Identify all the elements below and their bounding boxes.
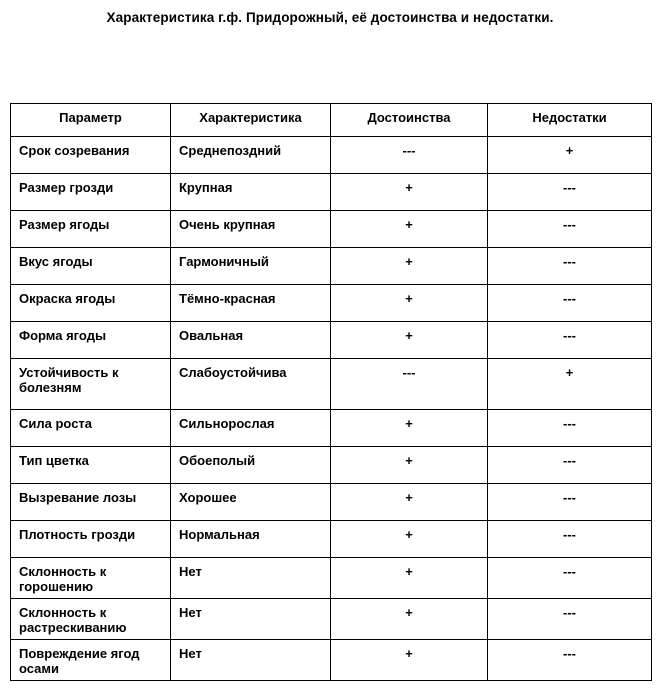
cell-characteristic: Нет [171, 640, 331, 681]
cell-parameter: Вызревание лозы [11, 484, 171, 521]
table-row [11, 447, 652, 484]
page-title: Характеристика г.ф. Придорожный, её достоинства и недостатки. [106, 10, 554, 25]
cell-characteristic: Хорошее [171, 484, 331, 521]
cell-advantage: --- [331, 359, 488, 410]
table-row [11, 285, 652, 322]
characteristics-table [10, 103, 652, 681]
table-row [11, 521, 652, 558]
cell-parameter: Склонность к растрескиванию [11, 599, 171, 640]
cell-disadvantage: --- [488, 599, 652, 640]
table-row [11, 484, 652, 521]
table-row [11, 359, 652, 410]
table-row [11, 322, 652, 359]
cell-characteristic: Овальная [171, 322, 331, 359]
column-header-advantages: Достоинства [331, 104, 488, 137]
cell-disadvantage: --- [488, 248, 652, 285]
cell-advantage: + [331, 484, 488, 521]
cell-disadvantage: --- [488, 322, 652, 359]
table-row [11, 174, 652, 211]
cell-characteristic: Нет [171, 558, 331, 599]
cell-advantage: + [331, 322, 488, 359]
cell-characteristic: Очень крупная [171, 211, 331, 248]
cell-parameter: Срок созревания [11, 137, 171, 174]
cell-advantage: + [331, 285, 488, 322]
cell-parameter: Тип цветка [11, 447, 171, 484]
cell-advantage: + [331, 599, 488, 640]
cell-characteristic: Гармоничный [171, 248, 331, 285]
cell-advantage: + [331, 521, 488, 558]
table-row [11, 640, 652, 681]
cell-disadvantage: --- [488, 285, 652, 322]
cell-advantage: + [331, 174, 488, 211]
table-row [11, 599, 652, 640]
cell-advantage: --- [331, 137, 488, 174]
column-header-parameter: Параметр [11, 104, 171, 137]
cell-advantage: + [331, 248, 488, 285]
cell-characteristic: Нормальная [171, 521, 331, 558]
cell-parameter: Склонность к горошению [11, 558, 171, 599]
table-row [11, 248, 652, 285]
cell-parameter: Форма ягоды [11, 322, 171, 359]
cell-disadvantage: --- [488, 484, 652, 521]
cell-disadvantage: + [488, 359, 652, 410]
cell-advantage: + [331, 447, 488, 484]
table-row [11, 211, 652, 248]
table-row [11, 558, 652, 599]
cell-characteristic: Среднепоздний [171, 137, 331, 174]
cell-characteristic: Сильнорослая [171, 410, 331, 447]
cell-characteristic: Тёмно-красная [171, 285, 331, 322]
cell-parameter: Плотность грозди [11, 521, 171, 558]
cell-advantage: + [331, 640, 488, 681]
table-row [11, 410, 652, 447]
cell-disadvantage: --- [488, 211, 652, 248]
cell-advantage: + [331, 211, 488, 248]
cell-disadvantage: --- [488, 558, 652, 599]
cell-characteristic: Обоеполый [171, 447, 331, 484]
cell-disadvantage: --- [488, 447, 652, 484]
cell-parameter: Размер грозди [11, 174, 171, 211]
cell-parameter: Повреждение ягод осами [11, 640, 171, 681]
cell-parameter: Окраска ягоды [11, 285, 171, 322]
cell-disadvantage: + [488, 137, 652, 174]
cell-parameter: Устойчивость к болезням [11, 359, 171, 410]
cell-disadvantage: --- [488, 640, 652, 681]
cell-disadvantage: --- [488, 521, 652, 558]
column-header-characteristic: Характеристика [171, 104, 331, 137]
cell-parameter: Размер ягоды [11, 211, 171, 248]
cell-parameter: Вкус ягоды [11, 248, 171, 285]
cell-parameter: Сила роста [11, 410, 171, 447]
cell-advantage: + [331, 410, 488, 447]
cell-disadvantage: --- [488, 410, 652, 447]
cell-advantage: + [331, 558, 488, 599]
table-row [11, 137, 652, 174]
column-header-disadvantages: Недостатки [488, 104, 652, 137]
cell-disadvantage: --- [488, 174, 652, 211]
cell-characteristic: Нет [171, 599, 331, 640]
cell-characteristic: Слабоустойчива [171, 359, 331, 410]
table-header-row [11, 104, 652, 137]
cell-characteristic: Крупная [171, 174, 331, 211]
